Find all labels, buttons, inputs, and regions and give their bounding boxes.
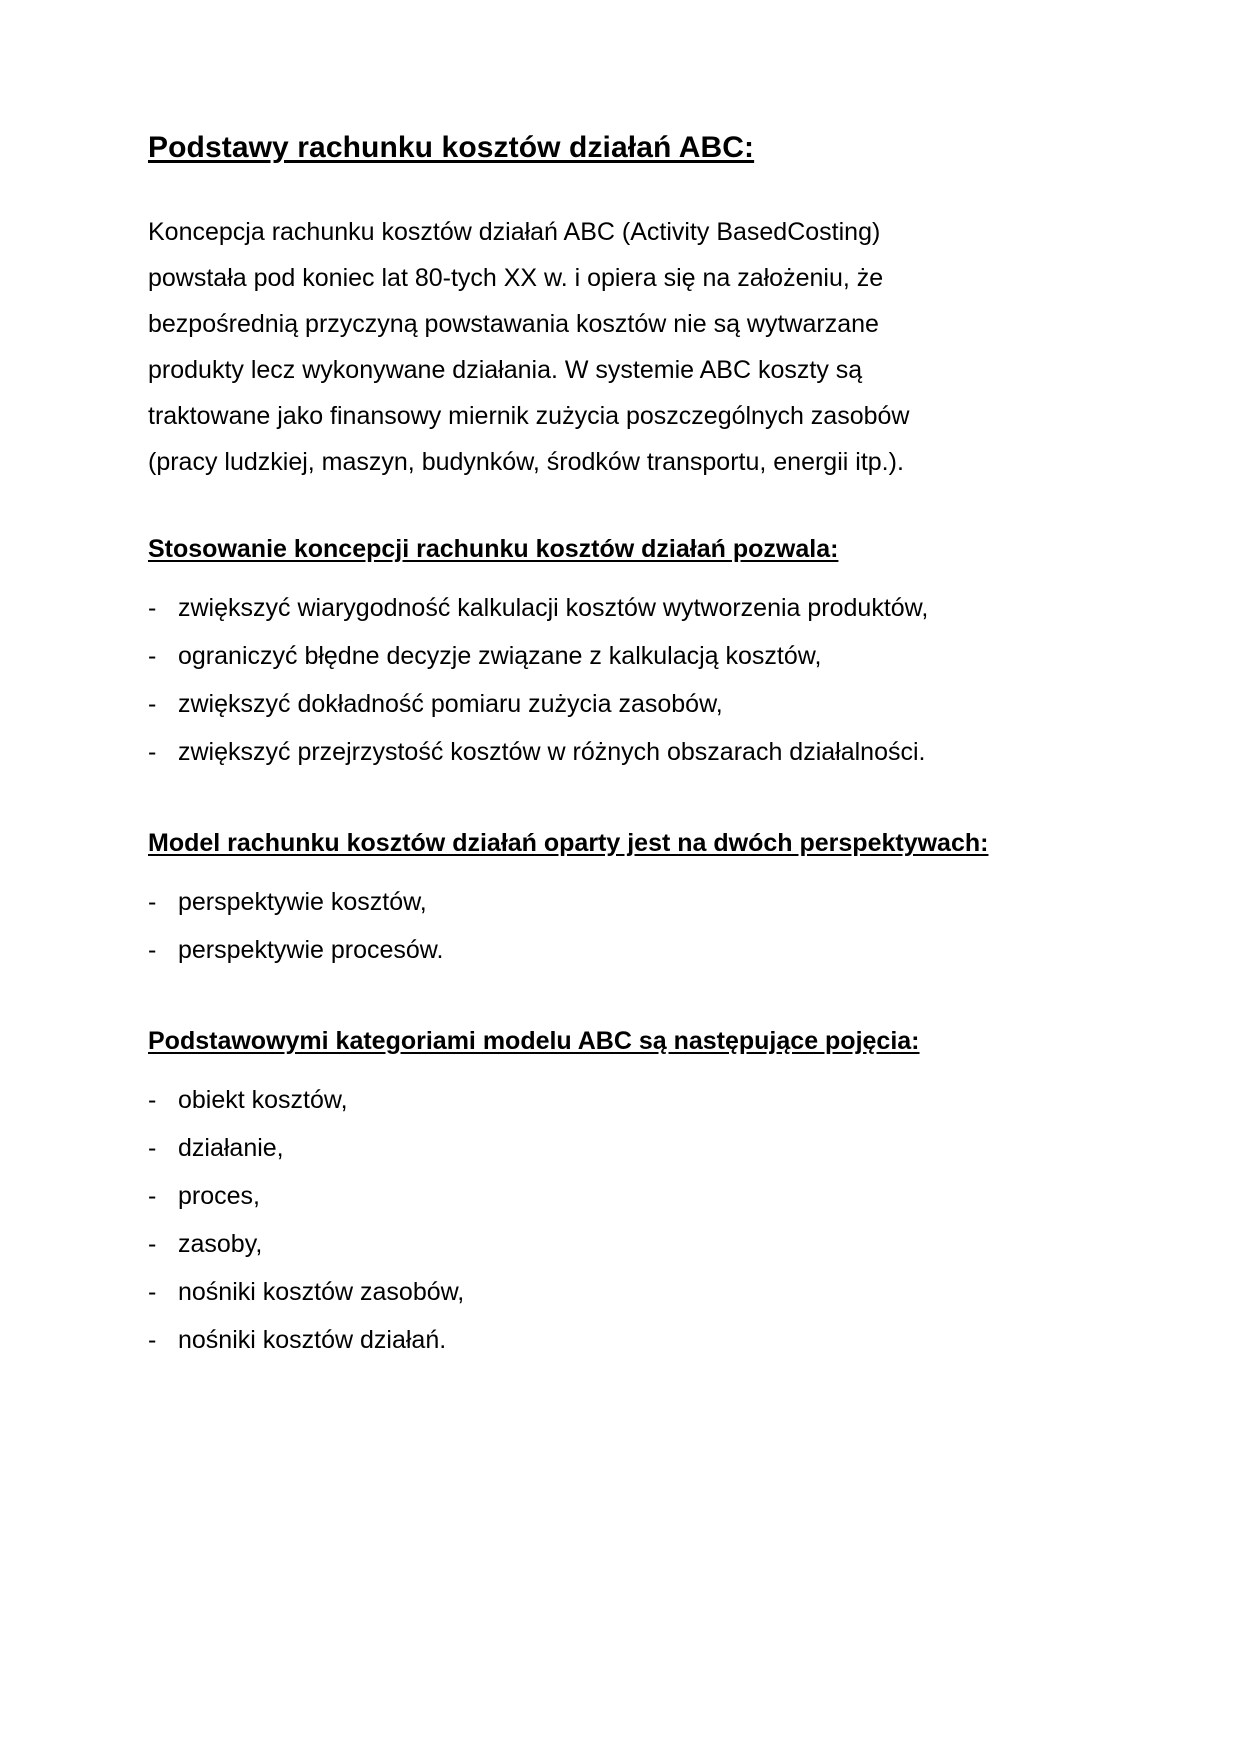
list-item xyxy=(148,1125,1090,1171)
list-item-label: zwiększyć dokładność pomiaru zużycia zasobów, xyxy=(178,690,723,718)
section-heading: Stosowanie koncepcji rachunku kosztów działań pozwala: xyxy=(148,535,839,563)
list-item-label: zwiększyć wiarygodność kalkulacji kosztów wytworzenia produktów, xyxy=(178,594,929,622)
list-item xyxy=(148,633,1090,679)
bullet-list xyxy=(148,879,1090,973)
bullet-marker: - xyxy=(148,738,157,766)
list-item xyxy=(148,927,1090,973)
bullet-marker: - xyxy=(148,642,157,670)
list-item xyxy=(148,1269,1090,1315)
bullet-list xyxy=(148,1077,1090,1363)
list-item-label: perspektywie procesów. xyxy=(178,936,444,964)
list-item-label: zwiększyć przejrzystość kosztów w różnych obszarach działalności. xyxy=(178,738,926,766)
bullet-marker: - xyxy=(148,888,157,916)
page-title: Podstawy rachunku kosztów działań ABC: xyxy=(148,131,755,164)
list-item xyxy=(148,1317,1090,1363)
list-item-label: proces, xyxy=(178,1182,260,1210)
list-item xyxy=(148,1221,1090,1267)
bullet-marker: - xyxy=(148,1086,157,1114)
bullet-marker: - xyxy=(148,1326,157,1354)
list-item xyxy=(148,1077,1090,1123)
list-item xyxy=(148,1173,1090,1219)
bullet-marker: - xyxy=(148,936,157,964)
intro-paragraph: Koncepcja rachunku kosztów działań ABC (Activity BasedCosting) powstała pod koniec lat 80-tych XX w. i opiera się na założeniu, że bezpośrednią przyczyną powstawania kosztów nie są wytwarzane produkty lecz wykonywane działania. W systemie ABC koszty są traktowane jako finansowy miernik zużycia poszczególnych zasobów (pracy ludzkiej, maszyn, budynków, środków transportu, energii itp.). xyxy=(148,218,910,476)
section-heading: Podstawowymi kategoriami modelu ABC są następujące pojęcia: xyxy=(148,1027,920,1055)
list-item-label: nośniki kosztów działań. xyxy=(178,1326,447,1354)
bullet-marker: - xyxy=(148,594,157,622)
list-item xyxy=(148,585,1090,631)
section-kategorie xyxy=(148,1021,1090,1363)
list-item-label: zasoby, xyxy=(178,1230,263,1258)
section-heading: Model rachunku kosztów działań oparty jest na dwóch perspektywach: xyxy=(148,829,989,857)
bullet-marker: - xyxy=(148,1230,157,1258)
list-item-label: działanie, xyxy=(178,1134,284,1162)
list-item-label: ograniczyć błędne decyzje związane z kalkulacją kosztów, xyxy=(178,642,822,670)
section-stosowanie xyxy=(148,529,1090,775)
list-item-label: perspektywie kosztów, xyxy=(178,888,427,916)
bullet-list xyxy=(148,585,1090,775)
list-item xyxy=(148,729,1090,775)
bullet-marker: - xyxy=(148,690,157,718)
bullet-marker: - xyxy=(148,1182,157,1210)
list-item xyxy=(148,879,1090,925)
section-model xyxy=(148,823,1090,973)
list-item-label: nośniki kosztów zasobów, xyxy=(178,1278,465,1306)
list-item-label: obiekt kosztów, xyxy=(178,1086,348,1114)
bullet-marker: - xyxy=(148,1134,157,1162)
list-item xyxy=(148,681,1090,727)
bullet-marker: - xyxy=(148,1278,157,1306)
